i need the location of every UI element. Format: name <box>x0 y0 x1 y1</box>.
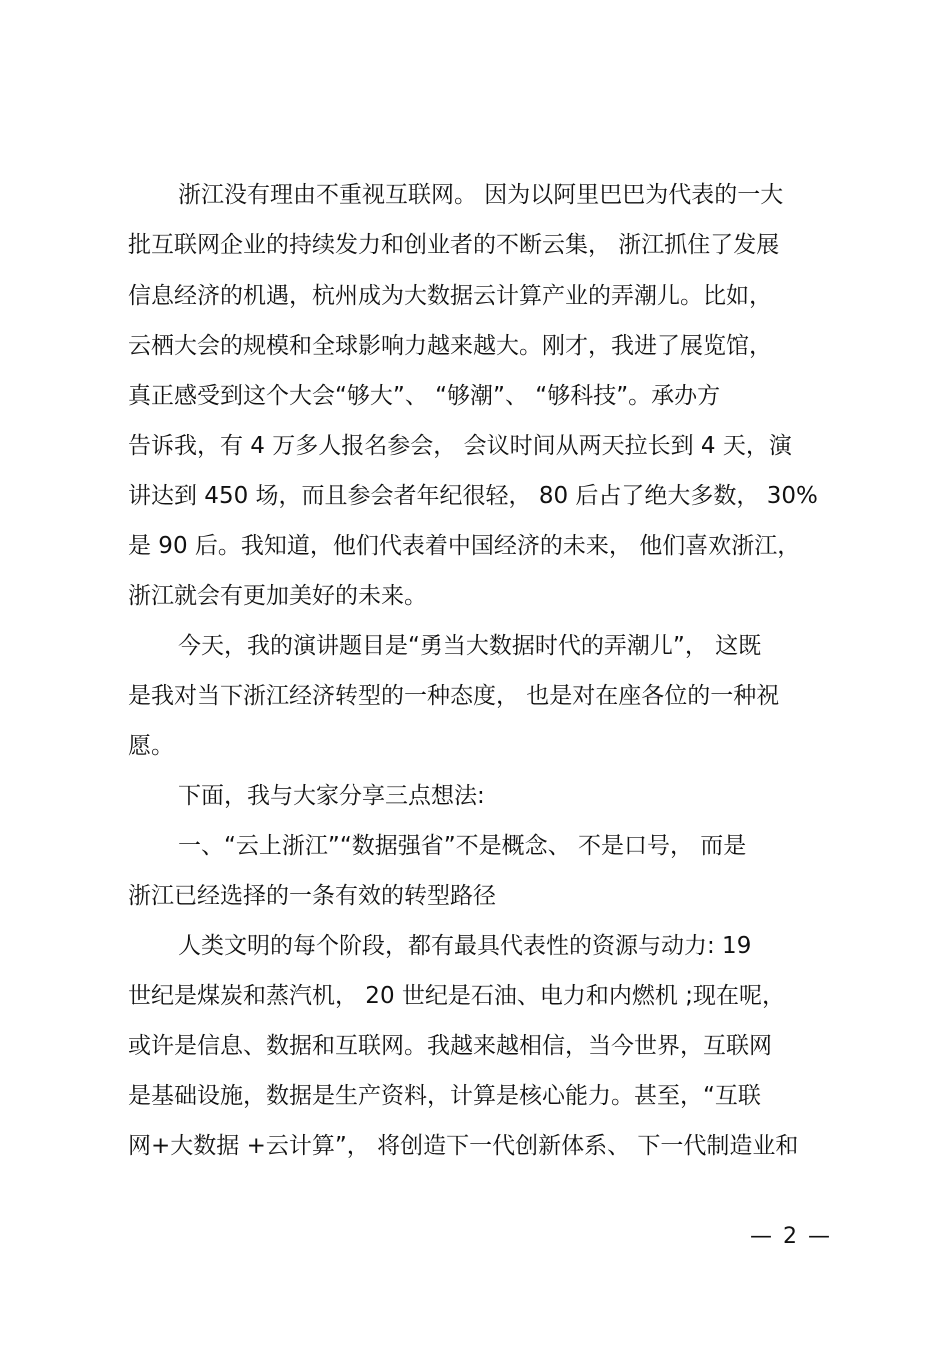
paragraph-1-line-8: 是 90 后。我知道，他们代表着中国经济的未来， 他们喜欢浙江， <box>128 533 801 559</box>
paragraph-1-line-4: 云栖大会的规模和全球影响力越来越大。刚才，我进了展览馆， <box>128 333 772 359</box>
paragraph-4-line-4: 是基础设施，数据是生产资料，计算是核心能力。甚至，“互联 <box>128 1083 761 1109</box>
paragraph-1-line-1: 浙江没有理由不重视互联网。 因为以阿里巴巴为代表的一大 <box>178 182 784 208</box>
paragraph-1-line-2: 批互联网企业的持续发力和创业者的不断云集， 浙江抓住了发展 <box>128 232 780 258</box>
paragraph-4-line-1: 人类文明的每个阶段，都有最具代表性的资源与动力: 19 <box>178 933 752 959</box>
paragraph-2-line-3: 愿。 <box>128 733 174 759</box>
paragraph-1-line-9: 浙江就会有更加美好的未来。 <box>128 583 427 609</box>
paragraph-1-line-7: 讲达到 450 场，而且参会者年纪很轻， 80 后占了绝大多数， 30% <box>128 483 818 509</box>
paragraph-2-line-2: 是我对当下浙江经济转型的一种态度， 也是对在座各位的一种祝 <box>128 683 780 709</box>
heading-line-1: 一、“云上浙江”“数据强省”不是概念、 不是口号， 而是 <box>178 833 747 859</box>
heading-line-2: 浙江已经选择的一条有效的转型路径 <box>128 883 496 909</box>
paragraph-4-line-2: 世纪是煤炭和蒸汽机， 20 世纪是石油、电力和内燃机 ;现在呢， <box>128 983 785 1009</box>
page-number: — 2 — <box>750 1224 832 1249</box>
paragraph-2-line-1: 今天，我的演讲题目是“勇当大数据时代的弄潮儿”， 这既 <box>178 633 762 659</box>
paragraph-1-line-6: 告诉我，有 4 万多人报名参会， 会议时间从两天拉长到 4 天，演 <box>128 433 792 459</box>
paragraph-1-line-5: 真正感受到这个大会“够大”、 “够潮”、 “够科技”。承办方 <box>128 383 721 409</box>
paragraph-3-line-1: 下面，我与大家分享三点想法: <box>178 783 485 809</box>
paragraph-1-line-3: 信息经济的机遇，杭州成为大数据云计算产业的弄潮儿。比如， <box>128 283 772 309</box>
paragraph-4-line-3: 或许是信息、数据和互联网。我越来越相信，当今世界，互联网 <box>128 1033 772 1059</box>
paragraph-4-line-5: 网+大数据 +云计算”， 将创造下一代创新体系、 下一代制造业和 <box>128 1133 799 1159</box>
